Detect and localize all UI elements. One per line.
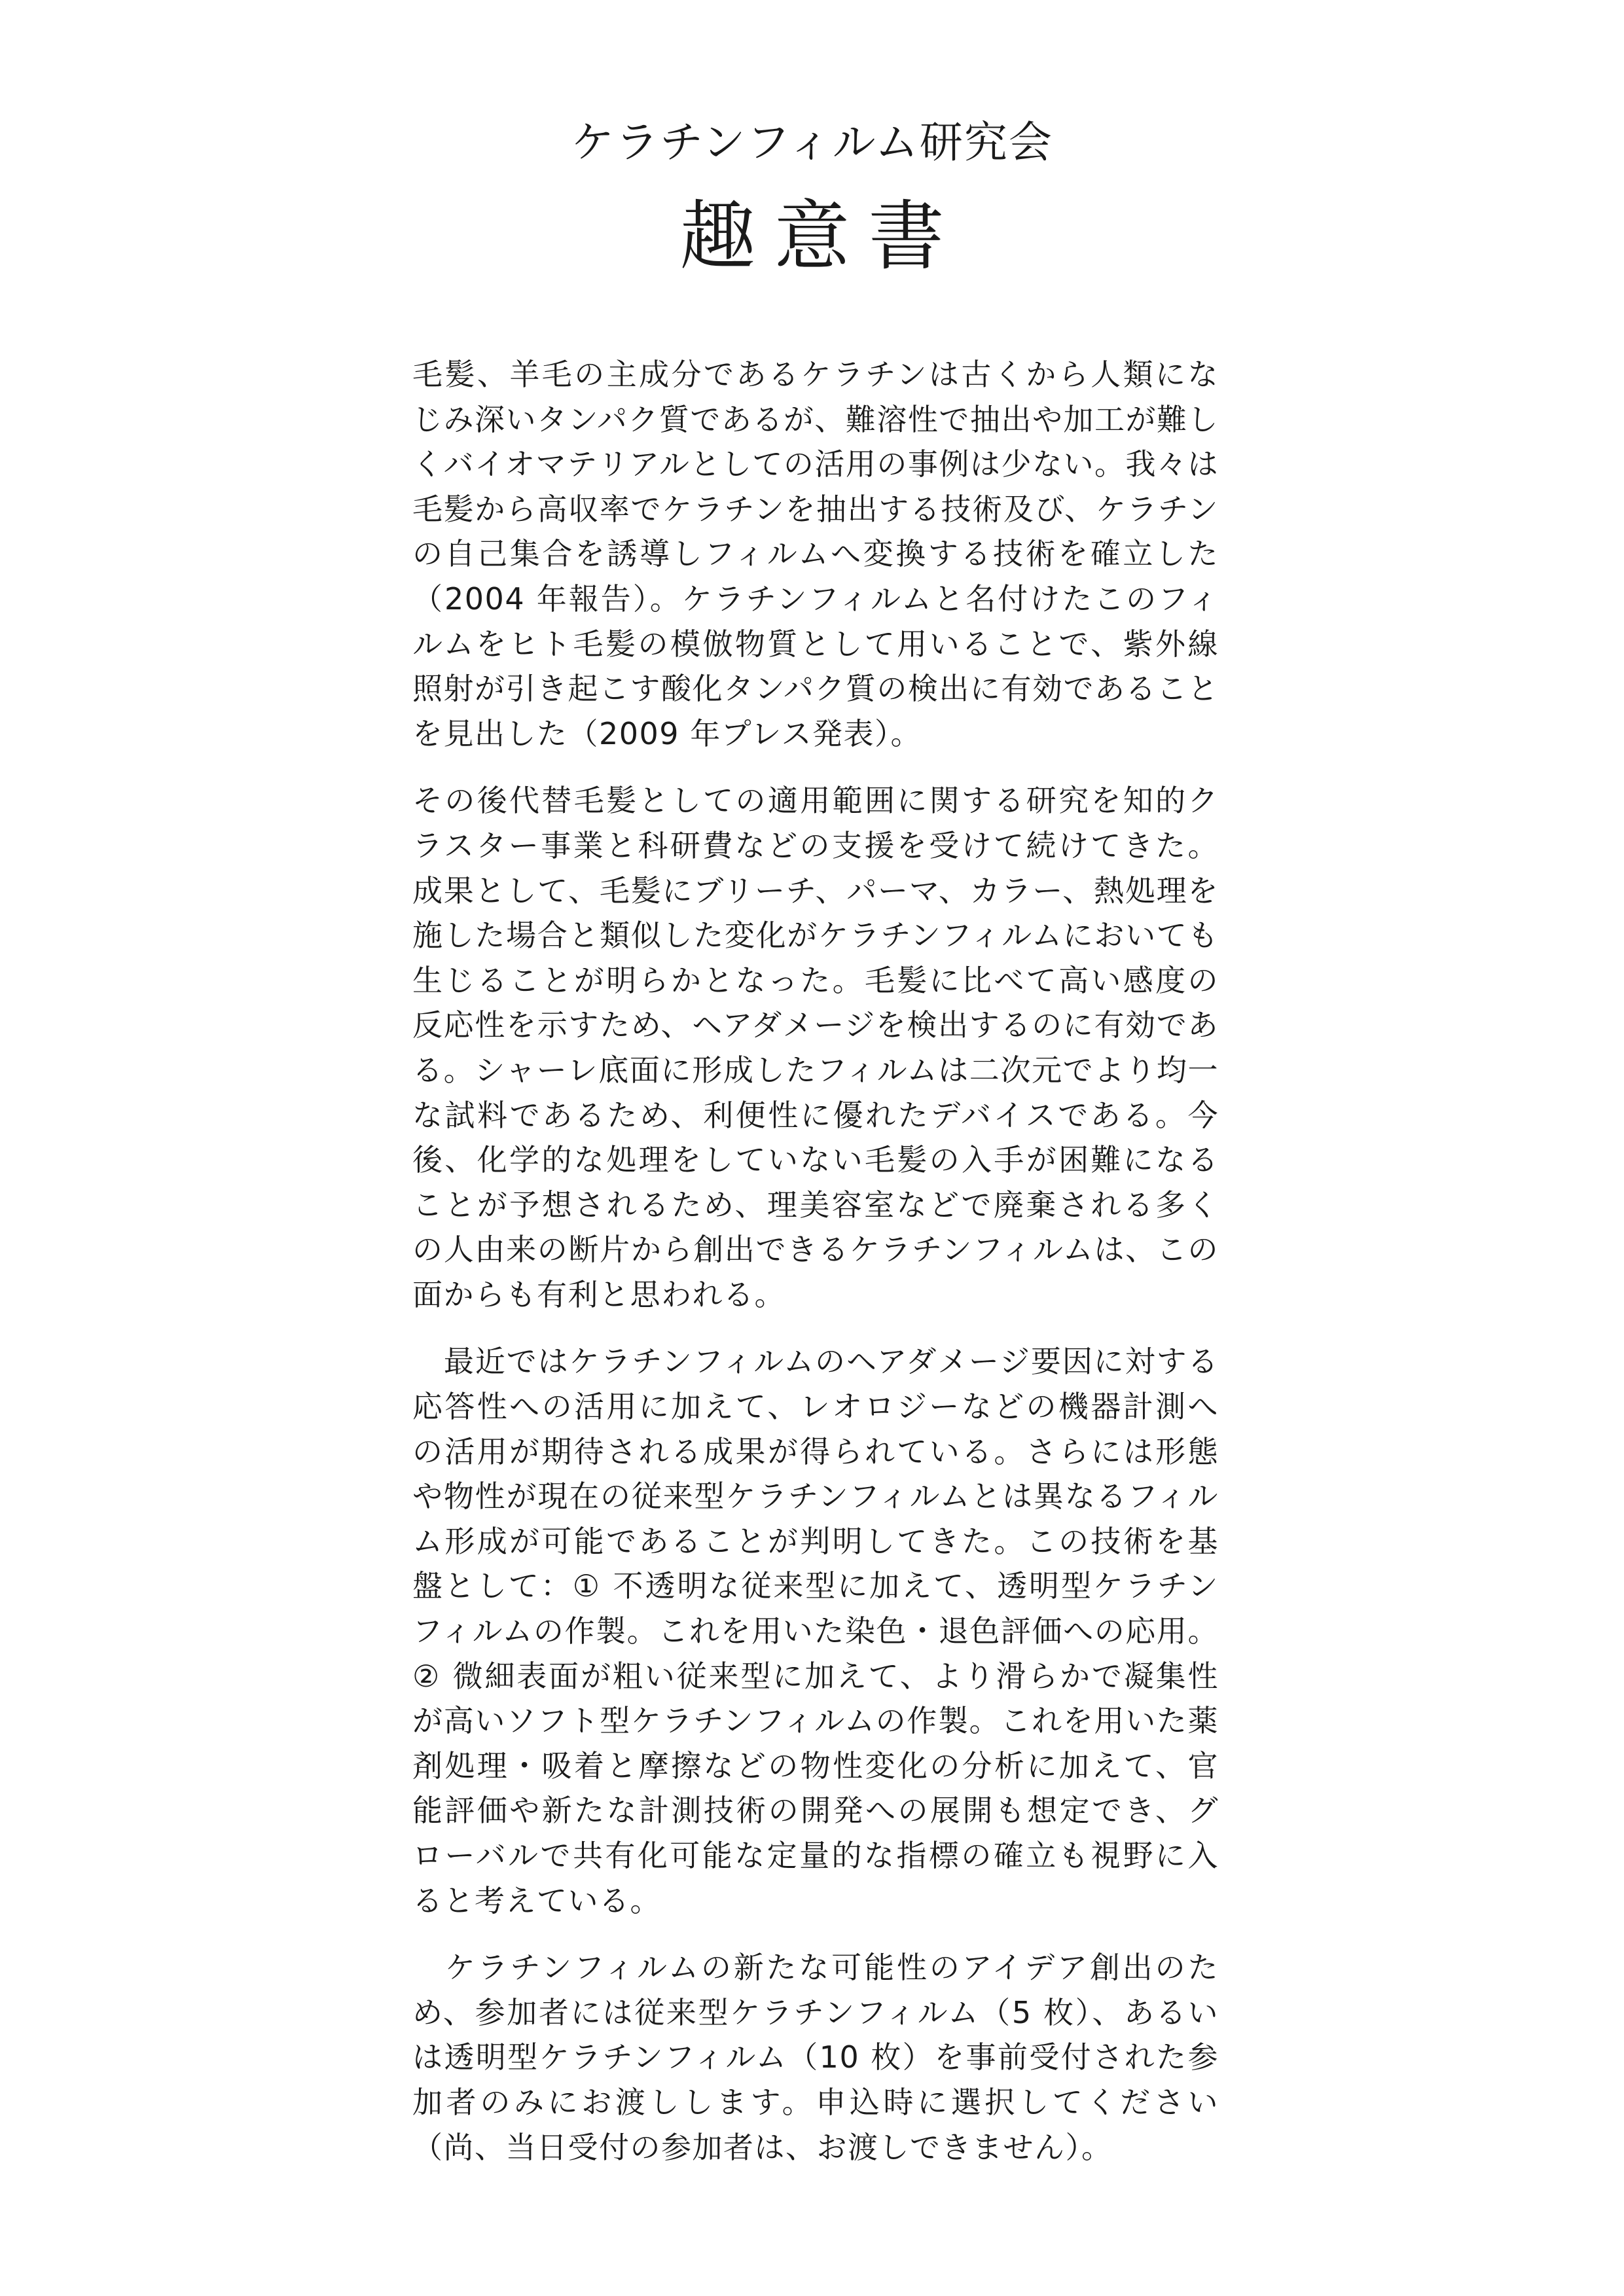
paragraph-3: 最近ではケラチンフィルムのヘアダメージ要因に対する応答性への活用に加えて、レオロジーなどの機器計測への活用が期待される成果が得られている。さらには形態や物性が現在の従来型ケラチンフィルムとは異なるフィルム形成が可能であることが判明してきた。この技術を基盤として：① 不透明な従来型に加えて、透明型ケラチンフィルムの作製。これを用いた染色・退色評価への応用。② 微細表面が粗い従来型に加えて、より滑らかで凝集性が高いソフト型ケラチンフィルムの作製。これを用いた薬剤処理・吸着と摩擦などの物性変化の分析に加えて、官能評価や新たな計測技術の開発への展開も想定でき、グローバルで共有化可能な定量的な指標の確立も視野に入ると考えている。 [412,1344,1219,1918]
organization-name: ケラチンフィルム研究会 [571,117,1053,168]
paragraph-2: その後代替毛髪としての適用範囲に関する研究を知的クラスター事業と科研費などの支援を受けて続けてきた。成果として、毛髪にブリーチ、パーマ、カラー、熱処理を施した場合と類似した変化がケラチンフィルムにおいても生じることが明らかとなった。毛髪に比べて高い感度の反応性を示すため、ヘアダメージを検出するのに有効である。シャーレ底面に形成したフィルムは二次元でより均一な試料であるため、利便性に優れたデバイスである。今後、化学的な処理をしていない毛髪の入手が困難になることが予想されるため、理美容室などで廃棄される多くの人由来の断片から創出できるケラチンフィルムは、この面からも有利と思われる。 [412,783,1219,1312]
document-body [412,352,1219,2192]
document-title: 趣意書 [679,192,963,281]
paragraph-1: 毛髪、羊毛の主成分であるケラチンは古くから人類になじみ深いタンパク質であるが、難溶性で抽出や加工が難しくバイオマテリアルとしての活用の事例は少ない。我々は毛髪から高収率でケラチンを抽出する技術及び、ケラチンの自己集合を誘導しフィルムへ変換する技術を確立した（2004 年報告）。ケラチンフィルムと名付けたこのフィルムをヒト毛髪の模倣物質として用いることで、紫外線照射が引き起こす酸化タンパク質の検出に有効であることを見出した（2009 年プレス発表）。 [412,357,1219,751]
paragraph-4: ケラチンフィルムの新たな可能性のアイデア創出のため、参加者には従来型ケラチンフィルム（5 枚）、あるいは透明型ケラチンフィルム（10 枚）を事前受付された参加者のみにお渡しします。申込時に選択してください（尚、当日受付の参加者は、お渡しできません）。 [412,1950,1219,2165]
